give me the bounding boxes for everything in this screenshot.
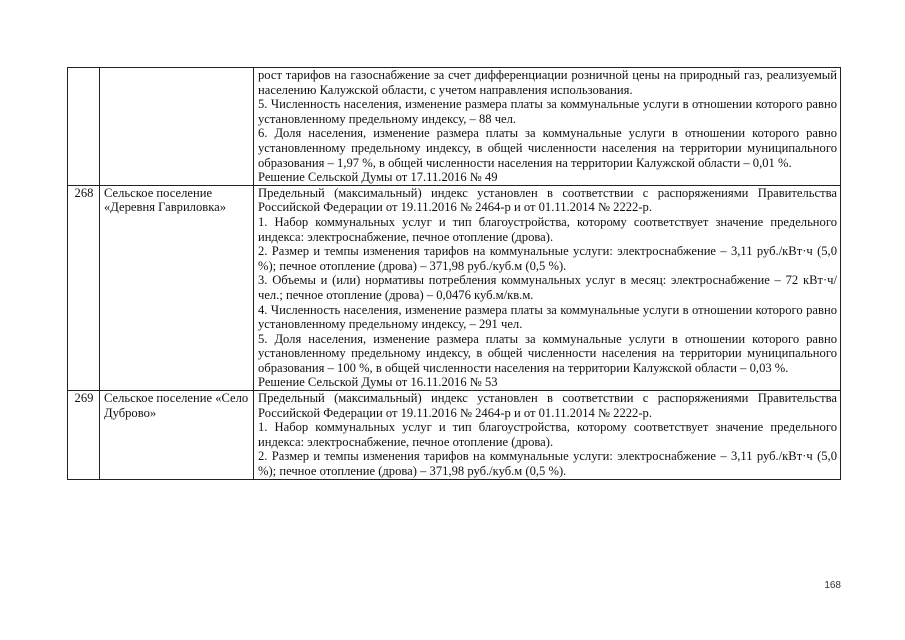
table-row [68,391,841,480]
row-description [254,391,841,480]
row-number: 269 [68,391,100,480]
row-description [254,68,841,186]
paragraph: 1. Набор коммунальных услуг и тип благоустройства, которому соответствует значение предельного индекса: электроснабжение, печное отопление (дрова). [258,420,837,449]
table-row [68,68,841,186]
row-description [254,185,841,390]
paragraph: Предельный (максимальный) индекс установлен в соответствии с распоряжениями Правительства Российской Федерации от 19.11.2016 № 2464-р и от 01.11.2014 № 2222-р. [258,185,837,215]
paragraph: 5. Доля населения, изменение размера платы за коммунальные услуги в отношении которого равно установленному предельному индексу, в общей численности населения на территории муниципального образования – 100 %, в общей численности населения на территории Калужской области – 0,03 %. [258,331,837,375]
paragraph: 2. Размер и темпы изменения тарифов на коммунальные услуги: электроснабжение – 3,11 руб./кВт·ч (5,0 %); печное отопление (дрова) – 371,98 руб./куб.м (0,5 %). [258,449,837,479]
paragraph: 5. Численность населения, изменение размера платы за коммунальные услуги в отношении которого равно установленному предельному индексу, – 88 чел. [258,97,837,126]
settlement-name [100,68,254,186]
settlement-name: Сельское поселение «Деревня Гавриловка» [100,185,254,390]
row-number [68,68,100,186]
decision-reference: Решение Сельской Думы от 17.11.2016 № 49 [258,170,498,185]
paragraph: рост тарифов на газоснабжение за счет дифференциации розничной цены на природный газ, реализуемый населению Калужской области, с учетом направления использования. [258,68,837,97]
page-number: 168 [824,580,841,591]
paragraph: 3. Объемы и (или) нормативы потребления коммунальных услуг в месяц: электроснабжение – 72 кВт·ч/чел.; печное отопление (дрова) – 0,0476 куб.м/кв.м. [258,273,837,302]
paragraph: 2. Размер и темпы изменения тарифов на коммунальные услуги: электроснабжение – 3,11 руб./кВт·ч (5,0 %); печное отопление (дрова) – 371,98 руб./куб.м (0,5 %). [258,244,837,273]
paragraph: 1. Набор коммунальных услуг и тип благоустройства, которому соответствует значение предельного индекса: электроснабжение, печное отопление (дрова). [258,214,837,244]
paragraph: 4. Численность населения, изменение размера платы за коммунальные услуги в отношении которого равно установленному предельному индексу, – 291 чел. [258,302,837,332]
settlement-name: Сельское поселение «Село Дуброво» [100,391,254,480]
paragraph: 6. Доля населения, изменение размера платы за коммунальные услуги в отношении которого равно установленному предельному индексу, в общей численности населения на территории муниципального образования – 1,97 %, в общей численности населения на территории Калужской области – 0,01 %. [258,126,837,170]
paragraph: Предельный (максимальный) индекс установлен в соответствии с распоряжениями Правительства Российской Федерации от 19.11.2016 № 2464-р и от 01.11.2014 № 2222-р. [258,391,837,420]
tariff-index-table [67,67,841,480]
decision-reference: Решение Сельской Думы от 16.11.2016 № 53 [258,375,498,390]
row-number: 268 [68,185,100,390]
table-row [68,185,841,390]
